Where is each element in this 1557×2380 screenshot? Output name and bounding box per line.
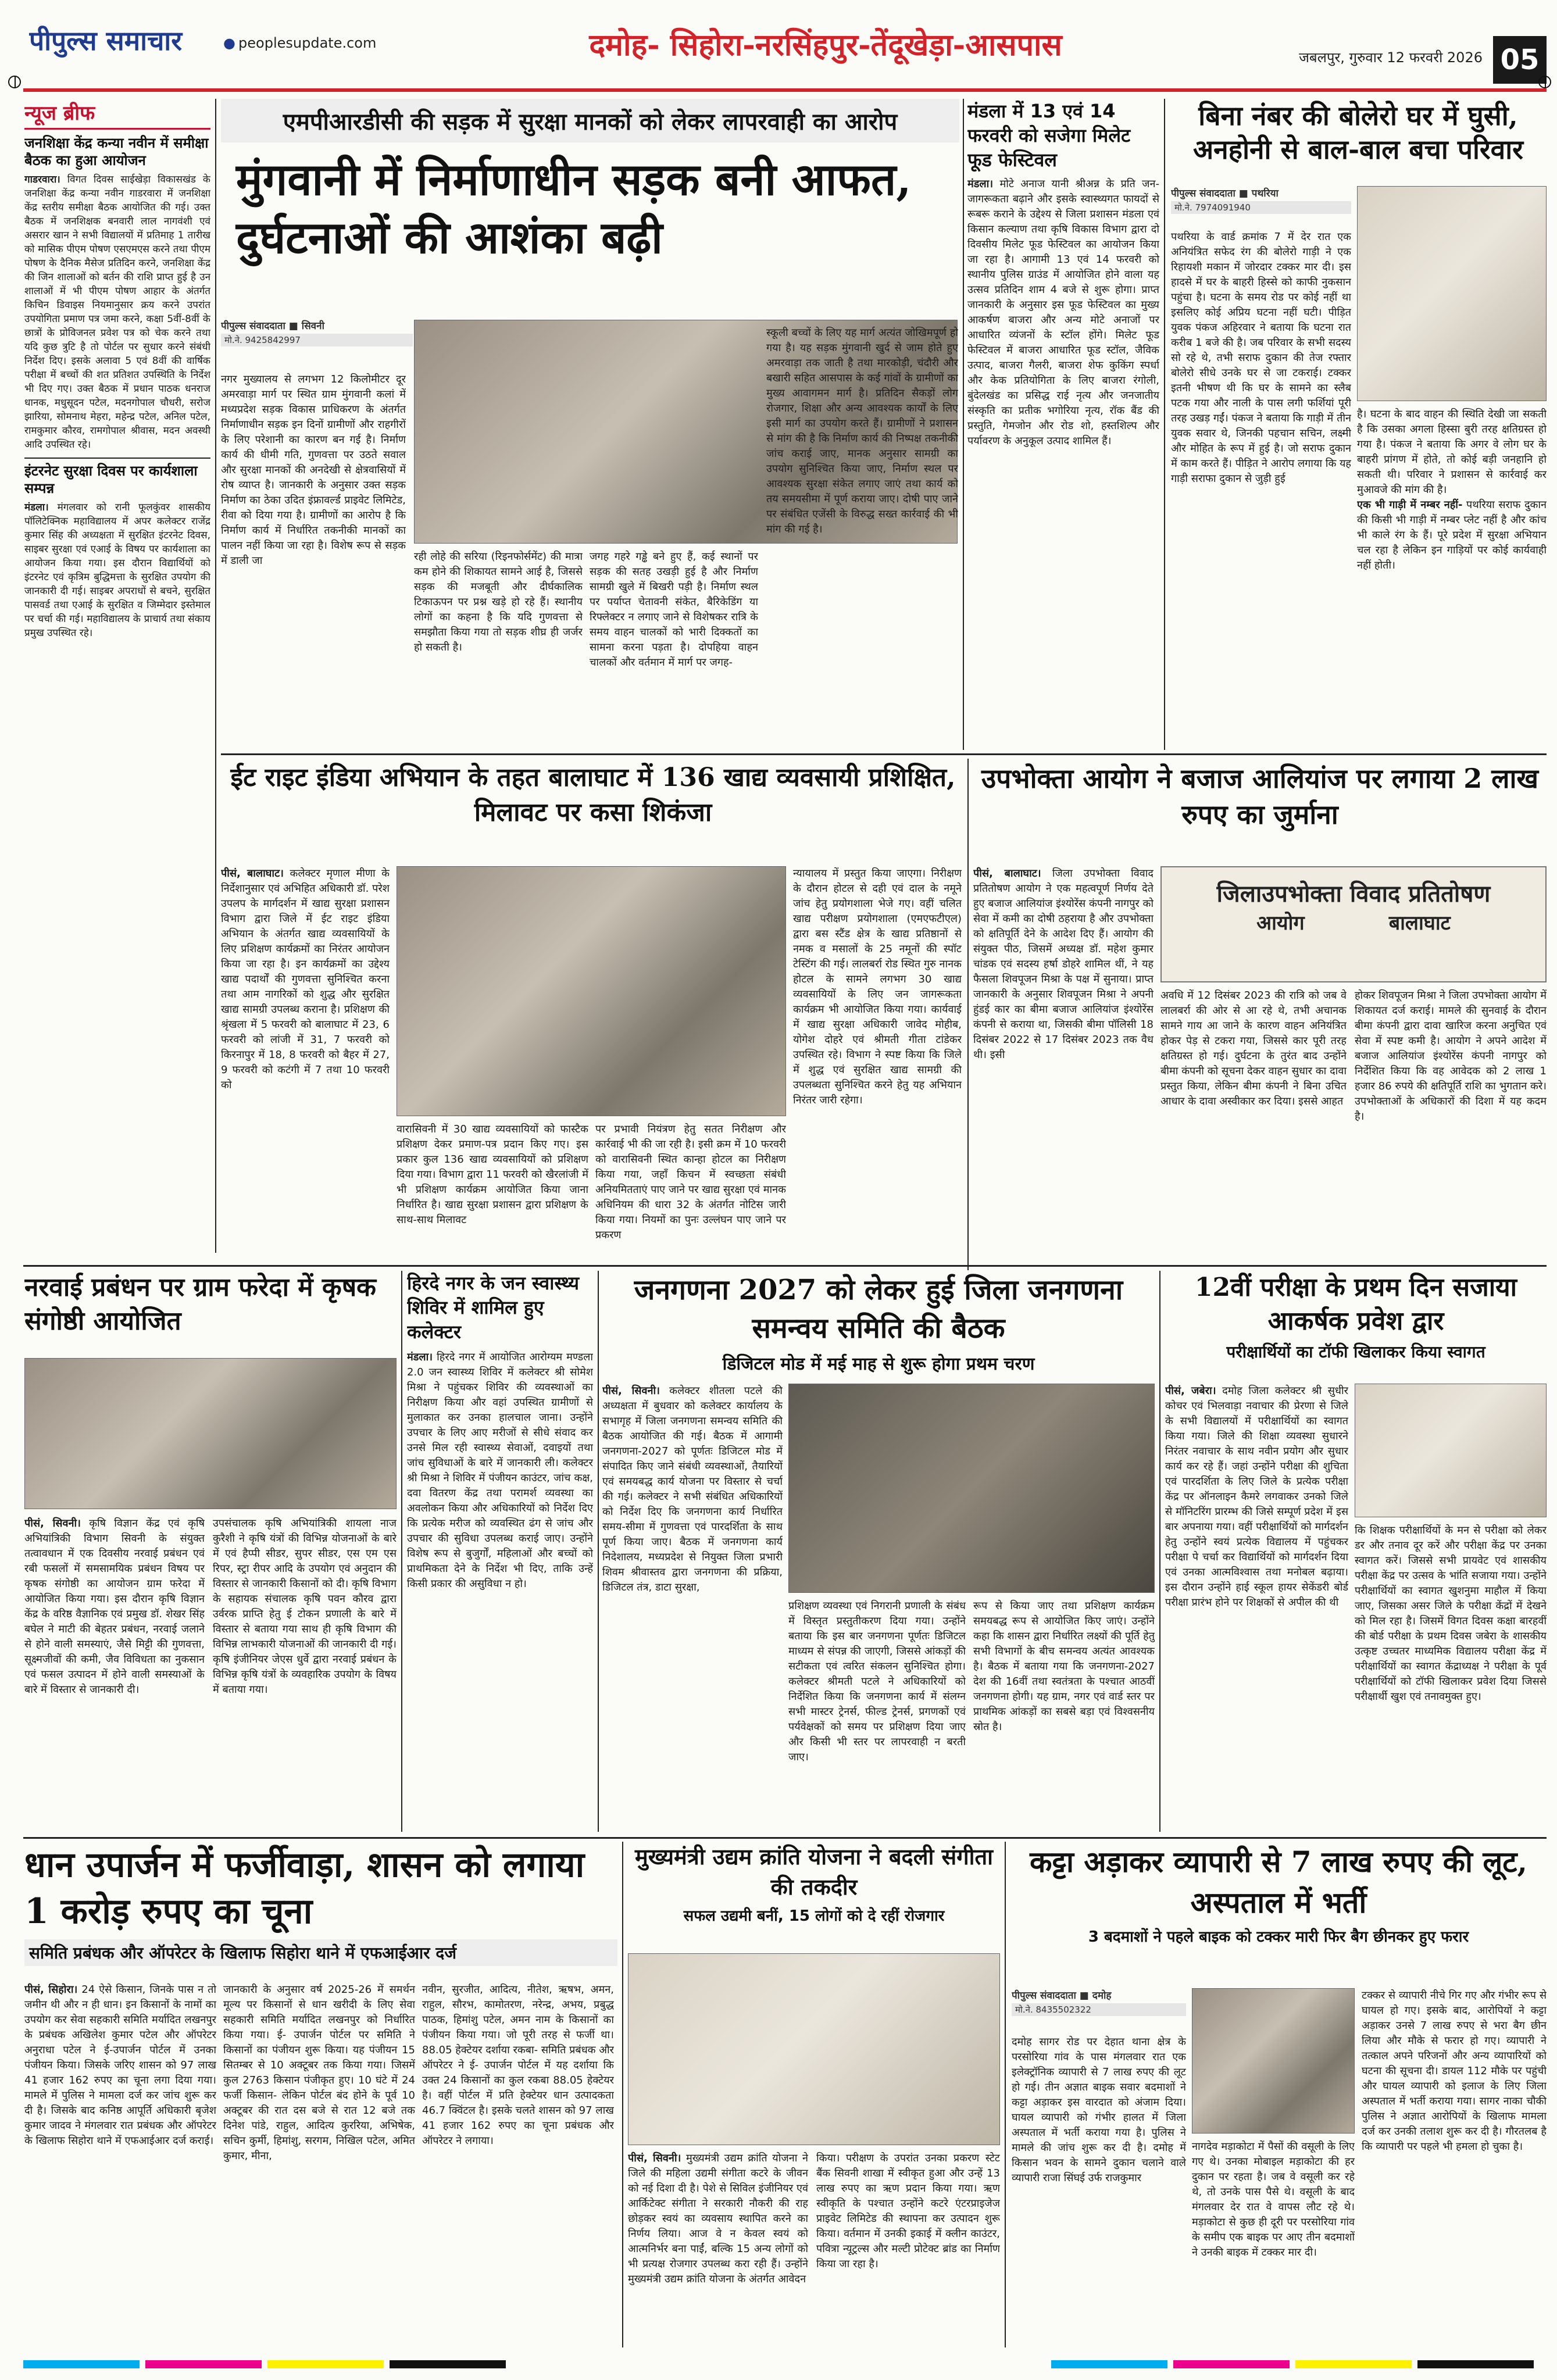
brief-headline: जनशिक्षा केंद्र कन्या नवीन में समीक्षा बैठक का हुआ आयोजन	[24, 135, 209, 169]
story-headline: उपभोक्ता आयोग ने बजाज आलियांज पर लगाया 2 लाख रुपए का जुर्माना	[981, 763, 1539, 830]
region-title-text: दमोह- सिहोरा-नरसिंहपुर-तेंदूखेड़ा-आसपास	[589, 27, 1062, 63]
column-divider	[1005, 1842, 1006, 2347]
seminar-photo	[24, 1358, 397, 1509]
story-col-2	[1357, 407, 1547, 750]
masthead-rule	[23, 88, 1547, 92]
story-col-4: स्कूली बच्चों के लिए यह मार्ग अत्यंत जोखिमपूर्ण हो गया है। यह सड़क मुंगवानी खुर्द से जाम होते हुए अमरवाड़ा तक जाती है तथा मारकोड़ी, चंदौरी और बखारी सहित आसपास के कई गांवों के ग्रामीणों का मुख्य आवागमन मार्ग है। प्रतिदिन सैकड़ों लोग रोजगार, शिक्षा और अन्य आवश्यक कार्यों के लिए इसी मार्ग का उपयोग करते हैं। ग्रामीणों ने प्रशासन से मांग की है कि निर्माण कार्य की निष्पक्ष तकनीकी जांच कराई जाए, मानक अनुसार सामग्री का उपयोग सुनिश्चित किया जाए, निर्माण स्थल पर आवश्यक सुरक्षा संकेत लगाए जाएं तथा कार्य को तय समयसीमा में पूर्ण कराया जाए। दोषी पाए जाने पर संबंधित एजेंसी के विरुद्ध सख्त कार्रवाई की भी मांग की गई है।	[766, 327, 958, 535]
story-col-1: नगर मुख्यालय से लगभग 12 किलोमीटर दूर अमरवाड़ा मार्ग पर स्थित ग्राम मुंगवानी कलां में मध्यप्रदेश सड़क विकास प्राधिकरण के अंतर्गत निर्माणाधीन सड़क इन दिनों ग्रामीणों और राहगीरों के लिए परेशानी का कारण बन गई है। निर्माण कार्य की धीमी गति, गुणवत्ता पर उठते सवाल और सुरक्षा मानकों की अनदेखी से क्षेत्रवासियों में रोष व्याप्त है। जानकारी के अनुसार उक्त सड़क निर्माण का ठेका उदित इंफ्रावर्ल्ड प्राइवेट लिमिटेड, रीवा को दिया गया है। ग्रामीणों का आरोप है कि निर्माण कार्य में निर्धारित तकनीकी मानकों का पालन नहीं किया जा रहा है। विशेष रूप से सड़क में डाली जा	[221, 373, 406, 567]
story-headline: ईट राइट इंडिया अभियान के तहत बालाघाट में 136 खाद्य व्यवसायी प्रशिक्षित, मिलावट पर कसा शिकंजा	[230, 763, 956, 827]
body-text: कलेक्टर मृणाल मीणा के निर्देशानुसार एवं अभिहित अधिकारी डॉ. परेश उपलप के मार्गदर्शन में खाद्य सुरक्षा प्रशासन विभाग द्वारा जिले में ईट राइट इंडिया अभियान के अंतर्गत खाद्य व्यवसायियों के लिए प्रशिक्षण कार्यक्रमों का निरंतर आयोजन किया जा रहा है। इन कार्यक्रमों का उद्देश्य खाद्य पदार्थों की गुणवत्ता सुनिश्चित करना तथा आम नागरिकों को शुद्ध और सुरक्षित खाद्य सामग्री उपलब्ध कराना है। प्रशिक्षण की श्रृंखला में 5 फरवरी को बालाघाट में 23, 6 फरवरी को लांजी में 31, 7 फरवरी को किरनापुर में 18, 8 फरवरी को बैहर में 27, 9 फरवरी को कटंगी में 7 तथा 10 फरवरी को	[221, 867, 390, 1091]
story-body	[407, 1350, 593, 1592]
story-headline: जनगणना 2027 को लेकर हुई जिला जनगणना समन्वय समिति की बैठक	[634, 1274, 1123, 1345]
dateline: पीसं, सिवनी।	[602, 1385, 660, 1397]
brief-dateline-2: मंडला।	[24, 502, 49, 513]
column-divider	[598, 1271, 599, 1832]
registration-mark-top-left	[8, 76, 21, 88]
story-col-2: वारासिवनी में 30 खाद्य व्यवसायियों को फास्टैक प्रशिक्षण देकर प्रमाण-पत्र प्रदान किए गए। इस प्रकार कुल 136 खाद्य व्यवसायियों को प्रशिक्षण दिया गया। विभाग द्वारा 11 फरवरी को खैरलांजी में भी प्रशिक्षण कार्यक्रम आयोजित किया जाना निर्धारित है। खाद्य सुरक्षा प्रशासन द्वारा प्रशिक्षण के साथ-साथ मिलावट	[397, 1123, 588, 1226]
story-col-2: प्रशिक्षण व्यवस्था एवं निगरानी प्रणाली के संबंध में विस्तृत प्रस्तुतीकरण दिया गया। उन्होंने बताया कि इस बार जनगणना पूर्णतः डिजिटल माध्यम से संपन्न की जाएगी, जिससे आंकड़ों की सटीकता एवं त्वरित संकलन सुनिश्चित होगा। कलेक्टर श्रीमती पटले ने अधिकारियों को निर्देशित किया कि जनगणना कार्य में संलग्न सभी मास्टर ट्रेनर्स, फील्ड ट्रेनर्स, प्रगणकों एवं पर्यवेक्षकों को समय पर प्रशिक्षण दिया जाए और किसी भी स्तर पर लापरवाही न बरती जाए।	[788, 1600, 966, 1763]
story-col-3: जगह गहरे गड्ढे बने हुए हैं, कई स्थानों पर सड़क की सतह उखड़ी हुई है और निर्माण सामग्री खुले में बिखरी पड़ी है। निर्माण स्थल पर पर्याप्त चेतावनी संकेत, बैरिकेडिंग या रिफ्लेक्टर न लगाए जाने से विशेषकर रात्रि के समय वाहन चालकों को भारी दिक्कतों का सामना करना पड़ता है। दोपहिया वाहन चालकों और वर्तमान में मार्ग पर जगह-	[590, 551, 758, 669]
story-cm	[628, 1842, 1000, 1958]
color-bar-black-right	[1417, 2360, 1534, 2368]
story-subhead: डिजिटल मोड में मई माह से शुरू होगा प्रथम चरण	[722, 1354, 1035, 1374]
column-divider	[401, 1271, 402, 1832]
color-bar-cyan	[23, 2360, 140, 2368]
body-text: दमोह जिला कलेक्टर श्री सुधीर कोचर एवं भिलवाड़ा नवाचार की प्रेरणा से जिले के सभी विद्यालयों में परीक्षार्थियों का स्वागत किया गया। जिले की शिक्षा व्यवस्था सुधारने निरंतर नवाचार के साथ नवीन प्रयोग और सुधार कार्य कर रहे हैं। जहां उन्होंने परीक्षा की शुचिता एवं पारदर्शिता के लिए जिले के प्रत्येक परीक्षा केंद्र पर ऑनलाइन कैमरे लगवाकर उनको जिले से मॉनिटरिंग प्रारम्भ की जिसे सम्पूर्ण प्रदेश में इस बार अपनाया गया। वहीं परीक्षार्थियों को मार्गदर्शन हेतु उन्होंने स्वयं प्रत्येक विद्यालय में पहुंचकर परीक्षा पे चर्चा कर विद्यार्थियों को मार्गदर्शन दिया एवं उनका आत्मविश्वास तथा मनोबल बढ़ाया। इस दौरान उन्होंने हाई स्कूल हायर सेकेंडरी बोर्ड परीक्षा प्रारंभ होने पर शिक्षकों से अपील की थी	[1165, 1385, 1348, 1609]
section-rule	[23, 1837, 1547, 1839]
story-col-1: दमोह सागर रोड पर देहात थाना क्षेत्र के परसोरिया गांव के पास मंगलवार रात एक इलेक्ट्रॉनिक व्यापारी से 7 लाख रुपए की लूट हो गई। तीन अज्ञात बाइक सवार बदमाशों ने कट्टा अड़ाकर इस वारदात को अंजाम दिया। घायल व्यापारी को गंभीर हालत में जिला अस्पताल में भर्ती कराया गया है। पुलिस ने मामले की जांच शुरू कर दी है। दमोह में किसान भवन के सामने दुकान चलाने वाले व्यापारी राजा सिंघई उर्फ राजकुमार	[1012, 2036, 1186, 2184]
sign-line-1: जिलाउपभोक्ता विवाद प्रतितोषण	[1216, 881, 1491, 907]
story-col-1	[1165, 1384, 1348, 1831]
exam-entrance-photo	[1355, 1384, 1547, 1517]
story-byline	[221, 319, 413, 365]
news-brief-label: न्यूज ब्रीफ	[24, 99, 210, 130]
story-col-2: रही लोहे की सरिया (रिइनफोर्समेंट) की मात्रा कम होने की शिकायत सामने आई है, जिससे सड़क की मजबूती और दीर्घकालिक टिकाऊपन पर प्रश्न खड़े हो रहे हैं। स्थानीय लोगों का कहना है कि यदि गुणवत्ता से समझौता किया गया तो सड़क शीघ्र ही जर्जर हो सकती है।	[414, 551, 583, 653]
story-col-2: नागदेव मड़ाकोटा में पैसों की वसूली के लिए गए थे। उनका मोबाइल मड़ाकोटा की हर दुकान पर रहता है। जब वे वसूली कर रहे थे, तो उनके पास पैसे थे। वसूली के बाद मंगलवार देर रात वे वापस लौट रहे थे। मड़ाकोटा से कुछ ही दूरी पर परसोरिया गांव के समीप एक बाइक पर आए तीन बदमाशों ने उनकी बाइक में टक्कर मार दी।	[1192, 2140, 1355, 2259]
color-bar-yellow	[267, 2360, 384, 2368]
masthead-logo	[29, 22, 215, 63]
dateline: मंडला।	[967, 178, 994, 190]
body-text: कृषि विज्ञान केंद्र एवं कृषि अभियांत्रिकी विभाग सिवनी के संयुक्त तत्वावधान में एक दिवसीय नरवाई प्रबंधन एवं रबी फसलों में समसामयिक प्रबंधन विषय पर कृषक संगोष्ठी का आयोजन ग्राम फरेदा में आयोजित किया गया। इस दौरान कृषि विज्ञान केंद्र के वरिष्ठ वैज्ञानिक एवं प्रमुख डॉ. शेखर सिंह बघेल ने माटी की बेहतर प्रबंधन, नरवाई जलाने से होने वाली समस्याएं, जैसे मिट्टी की गुणवत्ता, सूक्ष्मजीवों की कमी, जैव विविधता का नुकसान एवं फसल उत्पादन में होने वाली समस्याओं के बारे में विस्तार से जानकारी दी।	[24, 1517, 205, 1696]
column-divider	[963, 99, 964, 750]
bolero-photo	[1357, 186, 1547, 401]
byline-text: पीपुल्स संवाददाता ■ सिवनी	[221, 320, 324, 332]
color-bar-magenta-right	[1173, 2360, 1290, 2368]
injured-trader-photo	[1192, 1988, 1355, 2134]
factory-photo	[628, 1953, 1000, 2145]
story-narwai	[24, 1271, 397, 1352]
story-headline: धान उपार्जन में फर्जीवाड़ा, शासन को लगाया 1 करोड़ रुपए का चूना	[24, 1845, 585, 1932]
registration-mark-top-right	[1538, 76, 1551, 88]
subhead: एक भी गाड़ी में नम्बर नहीं-	[1357, 499, 1463, 511]
story-bajaj	[973, 760, 1547, 853]
column-divider	[1159, 1271, 1160, 1832]
story-headline: मुंगवानी में निर्माणाधीन सड़क बनी आफत, दुर्घटनाओं की आशंका बढ़ी	[236, 153, 912, 263]
story-col-2: किया। परीक्षण के उपरांत उनका प्रकरण स्टेट बैंक सिवनी शाखा में स्वीकृत हुआ और उन्हें 13 लाख रुपए का ऋण प्रदान किया गया। ऋण स्वीकृति के पश्चात उन्होंने कटरे एंटरप्राइजेज प्राइवेट लिमिटेड की स्थापना कर उत्पादन शुरू किया। वर्तमान में उनकी इकाई में क्लीन काउंटर, पवित्रा न्यूट्रल्स और मल्टी प्रोटेक्ट ब्रांड का निर्माण किया जा रहा है।	[816, 2152, 1000, 2270]
column-divider	[622, 1842, 623, 2347]
story-headline: कट्टा अड़ाकर व्यापारी से 7 लाख रुपए की लूट, अस्पताल में भर्ती	[1030, 1845, 1527, 1920]
sign-line-3: बालाघाट	[1388, 912, 1451, 935]
story-paddy	[24, 1842, 617, 1970]
body-text: जिला उपभोक्ता विवाद प्रतितोषण आयोग ने एक महत्वपूर्ण निर्णय देते हुए बजाज आलियांज इंश्योरेंस कंपनी नागपुर को सेवा में कमी का दोषी ठहराया है और उपभोक्ता को क्षतिपूर्ति देने के आदेश दिए हैं। आयोग की संयुक्त पीठ, जिसमें अध्यक्ष डॉ. महेश कुमार चांडक एवं सदस्य हर्षा डोहरे शामिल थीं, ने यह फैसला शिवपूजन मिश्रा के पक्ष में सुनाया। प्राप्त जानकारी के अनुसार शिवपूजन मिश्रा ने अपनी हुंडई कार का बीमा बजाज आलियांज इंश्योरेंस कंपनी से कराया था, जिसकी बीमा पॉलिसी 18 दिसंबर 2022 से 17 दिसंबर 2023 तक वैध थी। इसी	[973, 867, 1154, 1061]
story-col-1	[24, 1982, 216, 2343]
story-col-3: पर प्रभावी नियंत्रण हेतु सतत निरीक्षण और कार्रवाई भी की जा रही है। इसी क्रम में 10 फरवरी को वारासिवनी स्थित कान्हा होटल का निरीक्षण किया गया, जहाँ किचन में स्वच्छता संबंधी अनियमितताएं पाए जाने पर खाद्य सुरक्षा एवं मानक अधिनियम की धारा 32 के अंतर्गत नोटिस जारी किया गया। नियमों का पुनः उल्लंघन पाए जाने पर प्रकरण	[595, 1123, 786, 1241]
story-subhead: परीक्षार्थियों का टॉफी खिलाकर किया स्वागत	[1226, 1342, 1485, 1361]
page-number-text: 05	[1500, 44, 1540, 76]
logo-text: पीपुल्स समाचार	[29, 25, 183, 56]
masthead	[0, 0, 1557, 87]
reporter-mobile: मो.ने. 7974091940	[1171, 201, 1351, 214]
story-col-3: नवीन, सुरजीत, आदित्य, नीतेश, ऋषभ, अमन, राहुल, सौरभ, कामोतरण, नरेन्द्र, अभय, प्रबुद्ध पाठक, हिमांशु पटेल, अमन नाम के किसानों का पंजीयन किया गया। जो पूरी तरह से फर्जी था। 88.05 हेक्टेयर दर्शाया रकबा- समिति प्रबंधक और ऑपरेटर ने ई- उपार्जन पोर्टल में यह दर्शाया कि उक्त 24 किसानों का कुल रकबा 88.05 हेक्टेयर है। वहीं पोर्टल में प्रति हेक्टेयर धान उत्पादकता 46.7 क्विंटल है। इसके चलते शासन को 97 लाख 41 हजार 162 रुपए का चूना प्रबंधक और ऑपरेटर ने लगाया।	[422, 1984, 614, 2147]
website-link[interactable]	[223, 35, 409, 58]
globe-icon: ●	[223, 35, 235, 51]
body-text-2: पथरिया सराफ दुकान की किसी भी गाड़ी में नम्बर प्लेट नहीं है और कांच भी काले रंग के हैं। पूरे प्रदेश में सुरक्षा अभियान चल रहा है लेकिन इन गाड़ियों पर कोई कार्यवाही नहीं होती।	[1357, 499, 1547, 571]
brief-body	[24, 173, 210, 452]
color-bar-black	[390, 2360, 506, 2368]
body-text: मोटे अनाज यानी श्रीअन्न के प्रति जन-जागरूकता बढ़ाने और इसके स्वास्थ्यगत फायदों से रूबरू कराने के उद्देश्य से जिला प्रशासन मंडला एवं किसान कल्याण तथा कृषि विकास विभाग द्वारा दो दिवसीय मिलेट फूड फेस्टिवल का आयोजन किया जा रहा है। आगामी 13 एवं 14 फरवरी को स्थानीय पुलिस ग्राउंड में आयोजित होने वाला यह उत्सव प्रतिदिन शाम 4 बजे से शुरू होगा। प्राप्त जानकारी के अनुसार इस फूड फेस्टिवल का मुख्य आकर्षण बाजरा और अन्य मोटे अनाजों पर आधारित व्यंजनों के स्टॉल होंगे। मिलेट फूड फेस्टिवल में बाजरा आधारित फूड स्टॉल, जैविक उत्पाद, बाजरा गैलरी, बाजरा शेफ कुकिंग स्पर्धा और केक प्रतियोगिता के लिए बाजरा रंगोली, बुंदेलखंड का प्रसिद्ध राई नृत्य और जनजातीय संस्कृति का प्रतीक भगोरिया नृत्य, रॉक बैंड की प्रस्तुति, गेमजोन और रोड शो, हस्तशिल्प और पर्यावरण के अनुकूल उत्पाद शामिल हैं।	[967, 178, 1159, 447]
story-body	[967, 177, 1159, 449]
story-headline: मंडला में 13 एवं 14 फरवरी को सजेगा मिलेट फूड फेस्टिवल	[967, 100, 1131, 171]
story-byline	[1012, 1988, 1186, 2029]
byline	[1171, 186, 1351, 214]
story-col-2: कि शिक्षक परीक्षार्थियों के मन से परीक्षा को लेकर डर और तनाव दूर करें और परीक्षा केंद्र पर उनका स्वागत करें। जिससे सभी प्रायवेट एवं शासकीय परीक्षा केंद्र पर उत्सव के भांति सजाया गया। उन्होंने परीक्षार्थियों का स्वागत खुशनुमा माहौल में किया जाए, जिसका असर जिले के परीक्षा केंद्रों में देखने को मिल रहा है। जिसमें विगत दिवस कक्षा बारहवीं की बोर्ड परीक्षा के प्रथम दिवस जबेरा के शासकीय उत्कृष्ट उच्चतर माध्यमिक विद्यालय परीक्षा केंद्र में परीक्षार्थियों का स्वागत केंद्राध्यक्ष ने परीक्षा के पूर्व परीक्षार्थियों को टॉफी खिलाकर प्रवेश दिया जिससे परीक्षार्थी खुश एवं तनावमुक्त हुए।	[1355, 1524, 1547, 1703]
byline-text: पीपुल्स संवाददाता ■ दमोह	[1012, 1990, 1112, 2002]
story-headline: बिना नंबर की बोलेरो घर में घुसी, अनहोनी से बाल-बाल बचा परिवार	[1193, 100, 1523, 165]
column-divider	[1164, 99, 1165, 750]
story-col-1	[221, 866, 390, 1267]
story-subhead: 3 बदमाशों ने पहले बाइक को टक्कर मारी फिर बैग छीनकर हुए फरार	[1088, 1928, 1469, 1946]
story-headline: हिरदे नगर के जन स्वास्थ्य शिविर में शामिल हुए कलेक्टर	[407, 1272, 580, 1343]
reporter-mobile: मो.ने. 9425842997	[221, 334, 413, 346]
dateline: मंडला।	[407, 1351, 433, 1363]
story-census	[602, 1271, 1155, 1387]
news-brief-column	[24, 99, 210, 1262]
brief-dateline: गाडरवारा।	[24, 174, 60, 185]
column-divider	[967, 759, 969, 1270]
story-kicker: एमपीआरडीसी की सड़क में सुरक्षा मानकों को लेकर लापरवाही का आरोप	[221, 99, 959, 142]
story-col-3: होकर शिवपूजन मिश्रा ने जिला उपभोक्ता आयोग में शिकायत दर्ज कराई। मामले की सुनवाई के दौरान बीमा कंपनी द्वारा दावा खारिज करना अनुचित एवं सेवा में स्पष्ट कमी है। आयोग ने अपने आदेश में बजाज आलियांज इंश्योरेंस कंपनी नागपुर को निर्देशित किया कि वह आवेदक को 2 लाख 1 हजार 86 रुपये की क्षतिपूर्ति राशि का भुगतान करे। उपभोक्ताओं के अधिकारों की दिशा में यह कदम है।	[1355, 989, 1547, 1123]
body-text: हिरदे नगर में आयोजित आरोग्यम मण्डला 2.0 जन स्वास्थ्य शिविर में कलेक्टर श्री सोमेश मिश्रा ने पहुंचकर शिविर की व्यवस्थाओं का निरीक्षण किया और वहां उपस्थित ग्रामीणों से मुलाकात कर उनका हालचाल जाना। उन्होंने उपचार के लिए आए मरीजों से सीधे संवाद कर उनसे मिल रही स्वास्थ्य सेवाओं, दवाइयों तथा जांच सुविधाओं के बारे में जानकारी ली। कलेक्टर श्री मिश्रा ने शिविर में पंजीयन काउंटर, जांच कक्ष, दवा वितरण केंद्र तथा परामर्श व्यवस्था का अवलोकन किया और अधिकारियों को निर्देश दिए कि प्रत्येक मरीज को व्यवस्थित ढंग से जांच और उपचार की सुविधा उपलब्ध कराई जाए। उन्होंने विशेष रूप से बुजुर्गों, महिलाओं और बच्चों को प्राथमिकता देने के निर्देश भी दिए, ताकि उन्हें किसी प्रकार की असुविधा न हो।	[407, 1351, 593, 1590]
consumer-commission-sign	[1160, 866, 1547, 982]
story-headline: 12वीं परीक्षा के प्रथम दिन सजाया आकर्षक प्रवेश द्वार	[1194, 1273, 1517, 1336]
story-subhead: सफल उद्यमी बनीं, 15 लोगों को दे रहीं रोजगार	[683, 1907, 945, 1925]
brief-headline-2: इंटरनेट सुरक्षा दिवस पर कार्यशाला सम्पन्न	[24, 463, 198, 496]
story-col-1	[24, 1516, 205, 1830]
byline-text: पीपुल्स संवाददाता ■ पथरिया	[1171, 188, 1279, 199]
dateline	[1250, 48, 1483, 71]
training-photo	[397, 866, 786, 1116]
body-text: 24 ऐसे किसान, जिनके पास न तो जमीन थी और न ही धान। इन किसानों के नामों का उपयोग कर सेवा सहकारी समिति मर्यादित लखनपुर के प्रबंधक अखिलेश कुमार पटेल और ऑपरेटर अनुराधा पटेल ने ई-उपार्जन पोर्टल में उनका पंजीयन किया। जिसके जरिए शासन को 97 लाख 41 हजार 162 रुपए का चूना लगा दिया गया। मामले में पुलिस ने मामला दर्ज कर जांच शुरू कर दी है। जिसके बाद कनिष्ठ आपूर्ति अधिकारी बृजेश कुमार जादव ने मंगलवार रात प्रबंधक और ऑपरेटर के खिलाफ सिहोरा थाने में एफआईआर दर्ज कराई।	[24, 1984, 216, 2147]
dateline: पीसं, सिवनी।	[24, 1517, 81, 1530]
story-mandla	[967, 99, 1159, 750]
brief-body-text: विगत दिवस साईखेड़ा विकासखंड के जनशिक्षा केंद्र कन्या नवीन गाडरवारा में जनशिक्षा केंद्र स्तरीय समीक्षा बैठक आयोजित की गई। उक्त बैठक में जनशिक्षक बनवारी लाल नागवंशी एवं असरार खान ने सभी विद्यालयों में प्रतिमाह 1 तारीख को मासिक पीएम पोषण एसएमएस करने तथा पीएम पोषण के दैनिक मैसेज प्रतिदिन करने, जनशिक्षा केंद्र की जिन शालाओं को बर्तन की राशि प्राप्त हुई है उन शालाओं में भी पीएम पोषण आहार के अंतर्गत किचिन डिवाइस नियमानुसार क्रय करने उपरांत उपयोगिता प्रमाण पत्र जमा करने, कक्षा 5वीं-8वीं के छात्रों के प्रोविजनल प्रवेश पत्र को चेक करने तथा यदि कुछ त्रुटि है तो पोर्टल पर सुधार करने संबंधी निर्देश दिए। इसके अलावा 5 एवं 8वीं की वार्षिक परीक्षा में बच्चों की शत प्रतिशत उपस्थिति के निर्देश भी दिए गए। उक्त बैठक में प्रधान पाठक धनराज धानक, मधुसूदन पटेल, मदनगोपाल चौधरी, सरोज झारिया, सोमनाथ मेहरा, महेन्द्र पटेल, अनिल पटेल, रामकुमार कौरव, रामगोपाल श्रीवास, मदन अवस्थी आदि उपस्थित रहे।	[24, 174, 210, 451]
reporter-mobile: मो.ने. 8435502322	[1012, 2003, 1186, 2016]
story-col-1	[973, 866, 1154, 1267]
story-headline: नरवाई प्रबंधन पर ग्राम फरेदा में कृषक संगोष्ठी आयोजित	[24, 1273, 376, 1336]
story-headline: मुख्यमंत्री उद्यम क्रांति योजना ने बदली संगीता की तकदीर	[635, 1844, 993, 1900]
body-text: है। घटना के बाद वाहन की स्थिति देखी जा सकती है कि उसका अगला हिस्सा बुरी तरह क्षतिग्रस्त हो गया है। पंकज ने बताया कि अगर वे लोग घर के बाहरी प्रांगण में होते, तो कोई बड़ी जनहानि हो सकती थी। परिवार ने प्रशासन से कार्रवाई कर मुआवजे की मांग की है।	[1357, 408, 1547, 496]
section-rule	[23, 1265, 1547, 1267]
color-bar-cyan-right	[1051, 2360, 1167, 2368]
story-katta	[1010, 1842, 1547, 1958]
byline	[221, 319, 413, 346]
column-divider	[215, 99, 216, 1253]
story-board	[1165, 1271, 1547, 1387]
story-subhead: समिति प्रबंधक और ऑपरेटर के खिलाफ सिहोरा थाने में एफआईआर दर्ज	[24, 1939, 617, 1966]
story-byline	[1171, 186, 1351, 227]
body-text: कलेक्टर शीतला पटले की अध्यक्षता में बुधवार को कलेक्टर कार्यालय के सभागृह में जिला जनगणना समन्वय समिति की बैठक आयोजित की गई। बैठक में आगामी जनगणना-2027 को पूर्णतः डिजिटल मोड में संपादित किए जाने संबंधी व्यवस्थाओं, तैयारियों एवं समयबद्ध कार्य योजना पर विस्तार से चर्चा की गई। कलेक्टर ने सभी संबंधित अधिकारियों को निर्देश दिए कि जनगणना कार्य निर्धारित समय-सीमा में गुणवत्ता एवं पारदर्शिता के साथ पूर्ण किया जाए। बैठक में जनगणना कार्य निदेशालय, मध्यप्रदेश से नियुक्त जिला प्रभारी शिवम श्रीवास्तव द्वारा जनगणना की प्रक्रिया, डिजिटल तंत्र, डाटा सुरक्षा,	[602, 1385, 783, 1593]
dateline: पीसं, सिहोरा।	[24, 1984, 78, 1996]
story-col-3: रूप से किया जाए तथा प्रशिक्षण कार्यक्रम समयबद्ध रूप से आयोजित किए जाएं। उन्होंने कहा कि शासन द्वारा निर्धारित लक्ष्यों की पूर्ति हेतु सभी विभागों के बीच समन्वय अत्यंत आवश्यक है। बैठक में बताया गया कि जनगणना-2027 देश की 16वीं तथा स्वतंत्रता के पश्चात आठवीं जनगणना होगी। यह ग्राम, नगर एवं वार्ड स्तर पर प्राथमिक आंकड़ों का सबसे बड़ा एवं विश्वसनीय स्रोत है।	[973, 1600, 1155, 1733]
story-col-2: जानकारी के अनुसार वर्ष 2025-26 में समर्थन मूल्य पर किसानों से धान खरीदी के लिए सेवा सहकारी समिति मर्यादित लखनपुर को निर्धारित किया गया। ई- उपार्जन पोर्टल पर समिति ने किसानों का पंजीयन शुरू किया। यह पंजीयन 15 सितम्बर से 10 अक्टूबर तक किया गया। जिसमें कुल 2763 किसान पंजीकृत हुए। 10 घंटे में 24 फर्जी किसान- लेकिन पोर्टल बंद होने के पूर्व 10 अक्टूबर की रात दस बजे से रात 12 बजे तक दिनेश पांडे, राहुल, आदित्य कुररिया, अभिषेक, सचिन कुर्मी, हिमांशु, सरगम, निखिल पटेल, अमित कुमार, मीना,	[223, 1984, 415, 2162]
story-col-4: न्यायालय में प्रस्तुत किया जाएगा। निरीक्षण के दौरान होटल से दही एवं दाल के नमूने जांच हेतु प्रयोगशाला भेजे गए। वहीं चलित खाद्य परीक्षण प्रयोगशाला (एमएफटीएल) द्वारा बस स्टैंड क्षेत्र के खाद्य प्रतिष्ठानों से नमक व मसालों के 25 नमूनों की स्पॉट टेस्टिंग की गई। लालबर्रा रोड स्थित गुरु नानक होटल के सामने लगभग 30 खाद्य व्यवसायियों के लिए जन जागरूकता कार्यक्रम भी आयोजित किया गया। कार्यवाई में खाद्य सुरक्षा अधिकारी जावेद मोहीब, योगेश दोहरे एवं श्रीमती गीता टांडेकर उपस्थित रहे। विभाग ने स्पष्ट किया कि जिले में शुद्ध एवं सुरक्षित खाद्य सामग्री की उपलब्धता सुनिश्चित करने हेतु यह अभियान निरंतर जारी रहेगा।	[793, 867, 962, 1106]
story-col-1	[628, 2151, 808, 2346]
story-col-3: टक्कर से व्यापारी नीचे गिर गए और गंभीर रूप से घायल हो गए। इसके बाद, आरोपियों ने कट्टा अड़ाकर उनसे 7 लाख रुपए से भरा बैग छीन लिया और मौके से फरार हो गए। व्यापारी ने तत्काल अपने परिजनों और अन्य व्यापारियों को घटना की सूचना दी। डायल 112 मौके पर पहुंची और घायल व्यापारी को इलाज के लिए जिला अस्पताल में भर्ती कराया गया। सागर नाका चौकी पुलिस ने अज्ञात आरोपियों के खिलाफ मामला दर्ज कर उनकी तलाश शुरू कर दी है। गौरतलब है कि व्यापारी पर पहले भी हमला हो चुका है।	[1362, 1989, 1547, 2153]
dateline: पीसं, जबेरा।	[1165, 1385, 1216, 1397]
story-eat-right	[221, 760, 965, 830]
section-rule	[221, 753, 1547, 755]
color-bar-magenta	[145, 2360, 262, 2368]
region-title	[500, 23, 1151, 70]
dateline: पीसं, बालाघाट।	[973, 867, 1041, 880]
story-col-2: अवधि में 12 दिसंबर 2023 की रात्रि को जब वे लालबर्रा की ओर से आ रहे थे, तभी अचानक सामने गाय आ जाने के कारण वाहन अनियंत्रित होकर पेड़ से टकरा गया, जिससे कार पूरी तरह क्षतिग्रस्त हो गई। दुर्घटना के तुरंत बाद उन्होंने बीमा कंपनी को सूचना देकर वाहन सुधार का दावा प्रस्तुत किया, लेकिन बीमा कंपनी ने बिना उचित आधार के दावा अस्वीकार कर दिया। इससे आहत	[1160, 989, 1347, 1107]
website-text: peoplesupdate.com	[238, 35, 377, 51]
byline	[1012, 1988, 1186, 2016]
dateline: पीसं, बालाघाट।	[221, 867, 284, 880]
story-col-1	[602, 1384, 783, 1831]
sign-line-2: आयोग	[1256, 912, 1305, 935]
story-hirde	[407, 1271, 593, 1832]
census-meeting-photo	[788, 1384, 1155, 1593]
color-bar-yellow-right	[1295, 2360, 1412, 2368]
story-col-2: उपसंचालक कृषि अभियांत्रिकी शायला नाज कुरैशी ने कृषि यंत्रों की विभिन्न योजनाओं के बारे में एवं हैप्पी सीडर, सुपर सीडर, एस एम एस रिपर, स्ट्रा रीपर आदि के उपयोग एवं अनुदान की विस्तार से जानकारी किसानों को दी। कृषि विभाग के सहायक संचालक कृषि पवन कौरव द्वारा उर्वरक प्राप्ति हेतु ई टोकन प्रणाली के बारे में विस्तार से बताया गया साथ ही कृषि विभाग की विभिन्न लाभकारी योजनाओं की जानकारी दी गई। कृषि इंजीनियर जेएस धुर्वे द्वारा नरवाई प्रबंधन के विभिन्न कृषि यंत्रों के व्यवहारिक उपयोग के विषय में बताया गया।	[213, 1517, 397, 1696]
dateline-text: जबलपुर, गुरुवार 12 फरवरी 2026	[1299, 49, 1483, 66]
brief-body-text-2: मंगलवार को रानी फूलकुंवर शासकीय पॉलिटेक्निक महाविद्यालय में अपर कलेक्टर राजेंद्र कुमार सिंह की अध्यक्षता में सुरक्षित इंटरनेट दिवस, साइबर सुरक्षा एवं एआई के विषय पर कार्यशाला का आयोजन किया गया। इस दौरान विद्यार्थियों को इंटरनेट एवं कृत्रिम बुद्धिमत्ता के सुरक्षित उपयोग की जानकारी दी गई। साइबर अपराधों से बचने, सुरक्षित पासवर्ड तथा एआई के सुरक्षित व जिम्मेदार इस्तेमाल पर चर्चा की गई। महाविद्यालय के प्राचार्य तथा संकाय प्रमुख उपस्थित रहे।	[24, 502, 210, 639]
body-text: मुख्यमंत्री उद्यम क्रांति योजना ने जिले की महिला उद्यमी संगीता कटरे के जीवन को नई दिशा दी है। पेशे से सिविल इंजीनियर एवं आर्किटेक्ट संगीता ने सरकारी नौकरी की राह छोड़कर स्वयं का व्यवसाय स्थापित करने का निर्णय लिया। आज वे न केवल स्वयं को आत्मनिर्भर बना पाईं, बल्कि 15 अन्य लोगों को भी प्रत्यक्ष रोजगार उपलब्ध करा रही हैं। उन्होंने मुख्यमंत्री उद्यम क्रांति योजना के अंतर्गत आवेदन	[628, 2152, 808, 2285]
dateline: पीसं, सिवनी।	[628, 2152, 681, 2164]
story-col-1: पथरिया के वार्ड क्रमांक 7 में देर रात एक अनियंत्रित सफेद रंग की बोलेरो गाड़ी ने एक रिहायशी मकान में जोरदार टक्कर मार दी। इस हादसे में घर के बाहरी हिस्से को काफी नुकसान पहुंचा है। घटना के समय रोड पर कोई नहीं था इसलिए कोई अप्रिय घटना नहीं घटी। पीड़ित युवक पंकज अहिरवार ने बताया कि घटना रात करीब 1 बजे की है। जब परिवार के सभी सदस्य सो रहे थे, तभी सराफ दुकान की तेज रफ्तार बोलेरो सीधे उनके घर से जा टकराई। टक्कर इतनी भीषण थी कि घर के सामने का स्लैब पटक गया और नाली के पास लगी फर्शियां पूरी तरह उखड़ गईं। पंकज ने बताया कि गाड़ी में तीन युवक सवार थे, जिनकी पहचान सचिन, लक्ष्मी और मोहित के रूप में हुई है। जो सराफ दुकान में काम करते हैं। पीड़ित ने आरोप लगाया कि यह गाड़ी सराफा दुकान से जुड़ी हुई	[1171, 231, 1351, 485]
brief-body-2	[24, 501, 210, 640]
page-number	[1493, 36, 1547, 84]
